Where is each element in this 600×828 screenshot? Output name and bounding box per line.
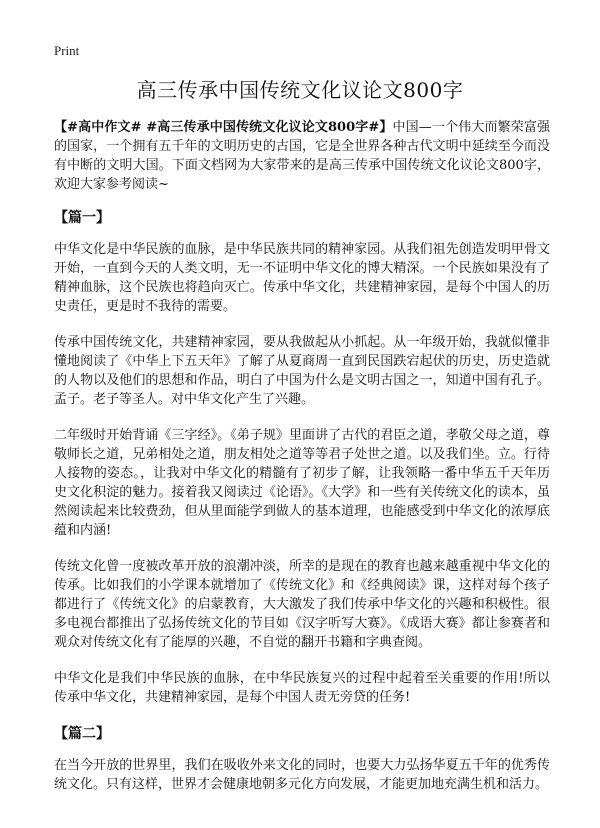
section2-paragraph-1: 在当今开放的世界里，我们在吸收外来文化的同时，也要大力弘扬华夏五千年的优秀传统文化。只有这样，世界才会健康地朝多元化方向发展，才能更加地充满生机和活力。 (54, 758, 550, 792)
section-heading-1: 【篇一】 (54, 210, 110, 226)
intro-paragraph (54, 118, 550, 194)
section1-paragraph-5: 中华文化是我们中华民族的血脉，在中华民族复兴的过程中起着至关重要的作用!所以传承中华文化，共建精神家园，是每个中国人责无旁贷的任务! (54, 671, 550, 705)
section1-paragraph-1: 中华文化是中华民族的血脉，是中华民族共同的精神家园。从我们祖先创造发明甲骨文开始，一直到今天的人类文明，无一不证明中华文化的博大精深。一个民族如果没有了精神血脉，这个民族也将趋向灭亡。传承中华文化，共建精神家园，是每个中国人的历史责任，更是时不我待的需要。 (54, 242, 550, 314)
print-link[interactable]: Print (54, 43, 80, 58)
intro-tag: 【#高中作文# #高三传承中国传统文化议论文800字#】 (54, 120, 393, 135)
section1-paragraph-4: 传统文化曾一度被改革开放的浪潮冲淡，所幸的是现在的教育也越来越重视中华文化的传承。比如我们的小学课本就增加了《传统文化》和《经典阅读》课，这样对每个孩子都进行了《传统文化》的启蒙教育，大大激发了我们传承中华文化的兴趣和积极性。很多电视台都推出了弘扬传统文化的节目如《汉字听写大赛》。《成语大赛》都让参赛者和观众对传统文化有了能厚的兴趣，不自觉的翻开书籍和字典查阅。 (54, 559, 550, 650)
section1-paragraph-2: 传承中国传统文化，共建精神家园，要从我做起从小抓起。从一年级开始，我就似懂非懂地阅读了《中华上下五天年》了解了从夏商周一直到民国跌宕起伏的历史，历史造就的人物以及他们的思想和作品，明白了中国为什么是文明古国之一，知道中国有孔子。孟子。老子等圣人。对中华文化产生了兴趣。 (54, 335, 550, 407)
page-title: 高三传承中国传统文化议论文800字 (136, 78, 464, 102)
intro-text: 中国—一个伟大而繁荣富强的国家，一个拥有五千年的文明历史的古国，它是全世界各种古代文明中延续至今而没有中断的文明大国。下面文档网为大家带来的是高三传承中国传统文化议论文800字，欢迎大家参考阅读~ (54, 120, 550, 192)
article-body (54, 118, 550, 811)
section-heading-2: 【篇二】 (54, 726, 110, 742)
section1-paragraph-3: 二年级时开始背诵《三字经》。《弟子规》里面讲了古代的君臣之道，孝敬父母之道，尊敬师长之道，兄弟相处之道，朋友相处之道等等君子处世之道。以及我们坐。立。行待人接物的姿态。，让我对中华文化的精髓有了初步了解，让我领略一番中华五千天年历史文化积淀的魅力。接着我又阅读过《论语》。《大学》和一些有关传统文化的读本，虽然阅读起来比较费劲，但从里面能学到做人的基本道理，也能感受到中华文化的浓厚底蕴和内涵! (54, 428, 550, 538)
